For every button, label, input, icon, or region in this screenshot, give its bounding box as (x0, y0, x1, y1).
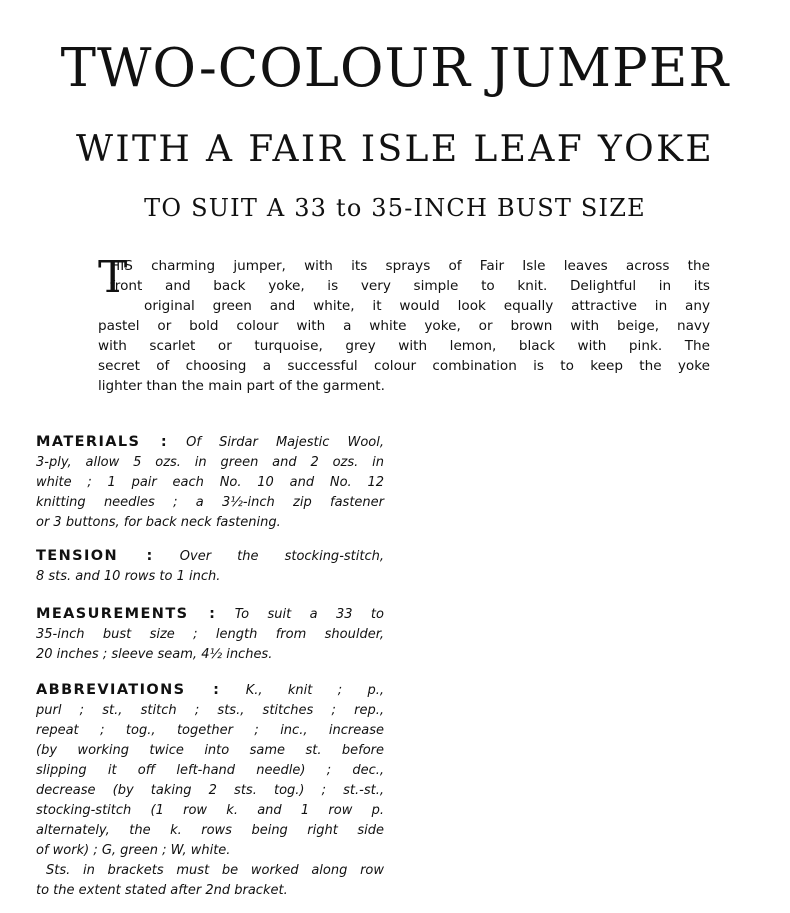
abbreviations-section (36, 680, 384, 901)
tension-line: 8 sts. and 10 rows to 1 inch. (36, 569, 221, 584)
tension-line: Over the stocking-stitch, (179, 549, 384, 564)
intro-line: secret of choosing a successful colour combination is to keep the yoke (98, 358, 710, 374)
abbreviations-line: alternately, the k. rows being right side (36, 823, 384, 838)
intro-line: HIS charming jumper, with its sprays of Fair Isle leaves across the (110, 258, 710, 274)
materials-line: Of Sirdar Majestic Wool, (186, 435, 384, 450)
brackets-note-line: Sts. in brackets must be worked along row (46, 863, 384, 878)
intro-line: lighter than the main part of the garment. (98, 378, 385, 394)
abbreviations-line: stocking-stitch (1 row k. and 1 row p. (36, 803, 384, 818)
intro-line: pastel or bold colour with a white yoke, or brown with beige, navy (98, 318, 710, 334)
measurements-line: To suit a 33 to (234, 607, 384, 622)
brackets-note-line: to the extent stated after 2nd bracket. (36, 883, 288, 898)
materials-line: or 3 buttons, for back neck fastening. (36, 515, 281, 530)
measurements-line: 20 inches ; sleeve seam, 4½ inches. (36, 647, 273, 662)
measurements-line: 35-inch bust size ; length from shoulder, (36, 627, 384, 642)
tension-section (36, 546, 384, 587)
abbreviations-line: of work) ; G, green ; W, white. (36, 843, 231, 858)
intro-paragraph (98, 252, 710, 396)
materials-section (36, 432, 384, 533)
drop-cap: T (98, 252, 128, 303)
abbreviations-heading: ABBREVIATIONS : (36, 682, 221, 698)
page-subtitle: WITH A FAIR ISLE LEAF YOKE (75, 129, 715, 170)
abbreviations-line: slipping it off left-hand needle) ; dec., (36, 763, 384, 778)
size-line: TO SUIT A 33 to 35-INCH BUST SIZE (144, 194, 646, 222)
page-title: TWO-COLOUR JUMPER (60, 38, 730, 99)
abbreviations-line: purl ; st., stitch ; sts., stitches ; rep., (36, 703, 384, 718)
measurements-heading: MEASUREMENTS : (36, 606, 217, 622)
abbreviations-line: repeat ; tog., together ; inc., increase (36, 723, 384, 738)
abbreviations-line: (by working twice into same st. before (36, 743, 384, 758)
tension-heading: TENSION : (36, 548, 154, 564)
materials-line: white ; 1 pair each No. 10 and No. 12 (36, 475, 384, 490)
materials-line: 3-ply, allow 5 ozs. in green and 2 ozs. in (36, 455, 384, 470)
intro-line: front and back yoke, is very simple to knit. Delightful in its (110, 278, 710, 294)
measurements-section (36, 604, 384, 665)
materials-line: knitting needles ; a 3½-inch zip fastener (36, 495, 384, 510)
intro-line: original green and white, it would look equally attractive in any (144, 298, 710, 314)
intro-line: with scarlet or turquoise, grey with lemon, black with pink. The (98, 338, 710, 354)
abbreviations-line: K., knit ; p., (245, 683, 384, 698)
materials-heading: MATERIALS : (36, 434, 169, 450)
abbreviations-line: decrease (by taking 2 sts. tog.) ; st.-st., (36, 783, 384, 798)
